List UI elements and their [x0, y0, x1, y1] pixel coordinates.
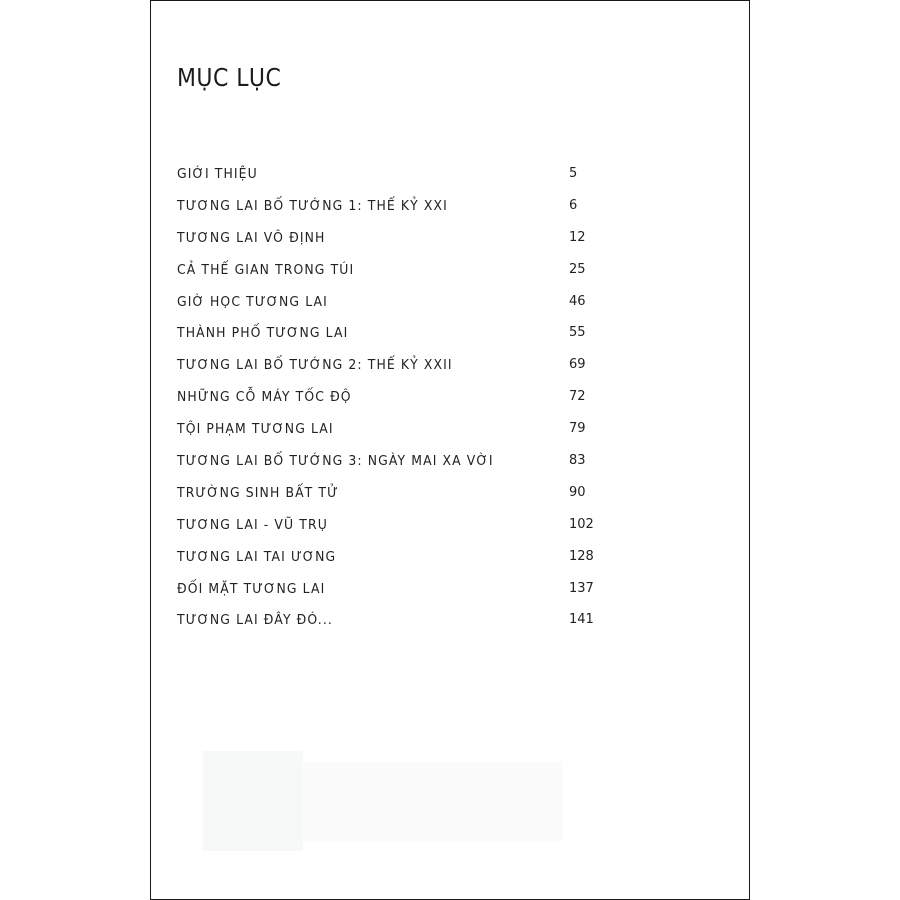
- toc-entry: [177, 453, 597, 485]
- toc-entry-page: 137: [569, 580, 594, 596]
- toc-entry-title: GIỜ HỌC TƯƠNG LAI: [177, 293, 328, 310]
- toc-entry-title: TƯƠNG LAI - VŨ TRỤ: [177, 516, 328, 533]
- toc-entry-page: 25: [569, 261, 586, 277]
- toc-entry-title: TỘI PHẠM TƯƠNG LAI: [177, 421, 334, 438]
- toc-entry-title: THÀNH PHỐ TƯƠNG LAI: [177, 325, 349, 342]
- toc-entry: [177, 325, 597, 357]
- toc-entry-page: 90: [569, 484, 586, 500]
- toc-entry-page: 83: [569, 453, 586, 469]
- faint-print-shadow: [203, 751, 303, 851]
- book-page: [150, 0, 750, 900]
- toc-entry-page: 69: [569, 357, 586, 373]
- toc-entry-title: TƯƠNG LAI BỐ TƯỚNG 3: NGÀY MAI XA VỜI: [177, 453, 494, 470]
- toc-entry: [177, 294, 597, 326]
- toc-entry-title: TƯƠNG LAI BỐ TƯỚNG 1: THẾ KỶ XXI: [177, 197, 448, 214]
- toc-entry: [177, 612, 597, 644]
- toc-entry-page: 141: [569, 612, 594, 628]
- toc-entry: [177, 166, 597, 198]
- toc-entry-title: TRƯỜNG SINH BẤT TỬ: [177, 484, 339, 501]
- toc-entry-page: 5: [569, 166, 578, 181]
- toc-entry: [177, 262, 597, 294]
- toc-entry: [177, 517, 597, 549]
- toc-entry: [177, 230, 597, 262]
- toc-entry-title: ĐỐI MẶT TƯƠNG LAI: [177, 580, 326, 597]
- toc-entry-title: TƯƠNG LAI TAI ƯƠNG: [177, 548, 337, 565]
- table-of-contents: [177, 166, 597, 644]
- page-title: MỤC LỤC: [177, 63, 282, 92]
- toc-entry-page: 128: [569, 548, 594, 564]
- toc-entry: [177, 389, 597, 421]
- toc-entry: [177, 549, 597, 581]
- faint-print-shadow: [303, 761, 563, 841]
- toc-entry-page: 72: [569, 389, 586, 405]
- toc-entry-page: 102: [569, 516, 594, 532]
- toc-entry-title: GIỚI THIỆU: [177, 166, 258, 182]
- toc-entry-page: 46: [569, 293, 586, 309]
- toc-entry-page: 6: [569, 197, 578, 213]
- toc-entry: [177, 421, 597, 453]
- toc-entry-title: TƯƠNG LAI VÔ ĐỊNH: [177, 229, 326, 246]
- toc-entry: [177, 198, 597, 230]
- toc-entry-page: 12: [569, 229, 586, 245]
- toc-entry-title: CẢ THẾ GIAN TRONG TÚI: [177, 261, 355, 278]
- toc-entry-title: TƯƠNG LAI BỐ TƯỚNG 2: THẾ KỶ XXII: [177, 357, 453, 374]
- toc-entry-page: 79: [569, 421, 586, 437]
- toc-entry-page: 55: [569, 325, 586, 341]
- toc-entry: [177, 581, 597, 613]
- toc-entry: [177, 485, 597, 517]
- toc-entry: [177, 357, 597, 389]
- toc-entry-title: NHỮNG CỖ MÁY TỐC ĐỘ: [177, 389, 352, 406]
- toc-entry-title: TƯƠNG LAI ĐÂY ĐÓ...: [177, 612, 333, 629]
